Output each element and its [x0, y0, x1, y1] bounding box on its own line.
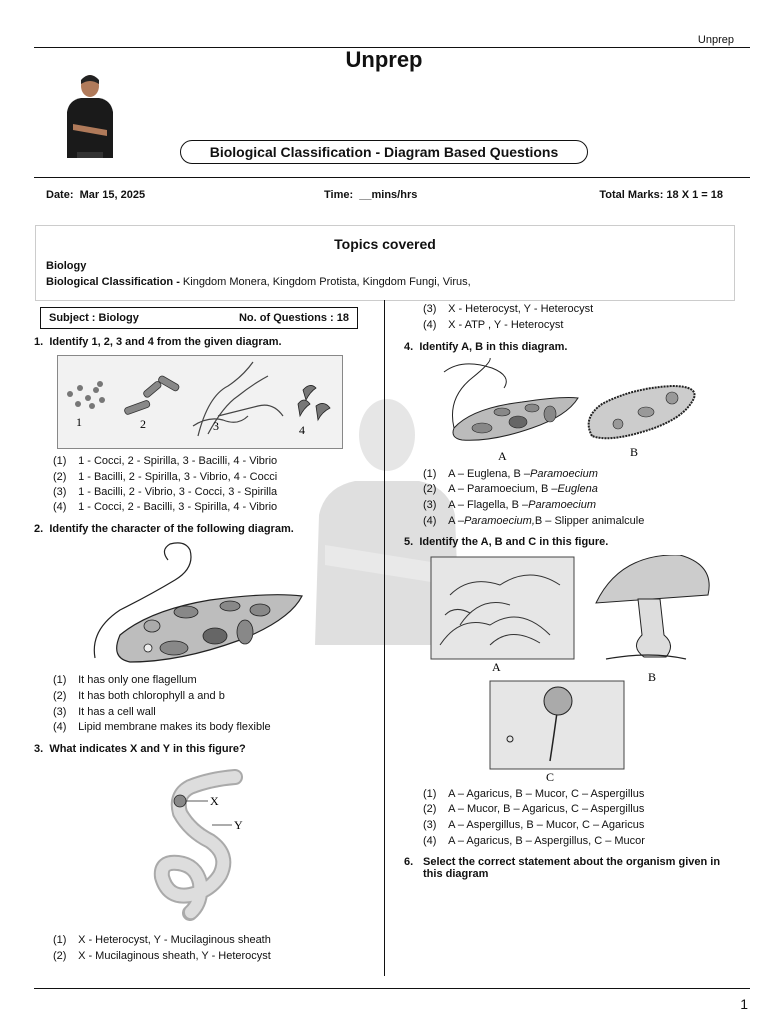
figure-label-x: X [210, 794, 219, 808]
euglena-paramoecium-figure [432, 358, 702, 463]
q2-option-4[interactable]: (4) Lipid membrane makes its body flexible [53, 721, 271, 733]
question-1: 1. Identify 1, 2, 3 and 4 from the given diagram. [34, 336, 282, 348]
figure-label-c: C [546, 770, 555, 784]
question-3: 3. What indicates X and Y in this figure? [34, 743, 246, 755]
q1-option-4[interactable]: (4) 1 - Cocci, 2 - Bacilli, 3 - Spirilla, 4 - Vibrio [53, 501, 278, 513]
q2-option-1[interactable]: (1) It has only one flagellum [53, 674, 197, 686]
footer-rule [34, 988, 750, 989]
q5-option-4[interactable]: (4) A – Agaricus, B – Aspergillus, C – Mucor [423, 835, 645, 847]
figure-label-1: 1 [76, 415, 82, 429]
q3-option-1[interactable]: (1) X - Heterocyst, Y - Mucilaginous sheath [53, 934, 271, 946]
q1-option-1[interactable]: (1) 1 - Cocci, 2 - Spirilla, 3 - Bacilli, 4 - Vibrio [53, 455, 278, 467]
q5-option-3[interactable]: (3) A – Aspergillus, B – Mucor, C – Agaricus [423, 819, 645, 831]
euglena-figure [90, 540, 310, 670]
meta-rule [34, 177, 750, 178]
page-title: Unprep [345, 47, 423, 72]
q5-option-2[interactable]: (2) A – Mucor, B – Agaricus, C – Aspergillus [423, 803, 645, 815]
time-field: Time: __mins/hrs [324, 189, 418, 201]
column-divider [384, 300, 385, 976]
header-brand: Unprep [697, 34, 734, 46]
figure-label-a: A [498, 449, 507, 463]
q4-option-1[interactable]: (1) A – Euglena, B –Paramoecium [423, 468, 598, 480]
topics-title: Topics covered [334, 236, 436, 252]
question-2: 2. Identify the character of the following diagram. [34, 523, 294, 535]
q1-option-3[interactable]: (3) 1 - Bacilli, 2 - Vibrio, 3 - Cocci, 3 - Spirilla [53, 486, 278, 498]
figure-label-3: 3 [213, 419, 219, 433]
q4-option-4[interactable]: (4) A –Paramoecium,B – Slipper animalcule [423, 515, 645, 527]
q5-option-1[interactable]: (1) A – Agaricus, B – Mucor, C – Aspergillus [423, 788, 645, 800]
question-4: 4. Identify A, B in this diagram. [404, 341, 568, 353]
figure-label-4: 4 [299, 423, 305, 437]
section-banner: Biological Classification - Diagram Based Questions [180, 140, 588, 164]
q4-option-3[interactable]: (3) A – Flagella, B –Paramoecium [423, 499, 597, 511]
author-photo [63, 72, 117, 158]
figure-label-2: 2 [140, 417, 146, 431]
q2-option-2[interactable]: (2) It has both chlorophyll a and b [53, 690, 225, 702]
topics-subject: Biology [46, 260, 87, 272]
bacteria-shapes-figure [57, 355, 343, 449]
figure-label-b2: B [648, 670, 657, 684]
q1-option-2[interactable]: (2) 1 - Bacilli, 2 - Spirilla, 3 - Vibrio, 4 - Cocci [53, 471, 278, 483]
subject-box: Subject : Biology No. of Questions : 18 [40, 307, 358, 329]
topics-line: Biological Classification - Kingdom Monera, Kingdom Protista, Kingdom Fungi, Virus, [46, 276, 471, 288]
fungi-figure [430, 555, 715, 785]
q2-option-3[interactable]: (3) It has a cell wall [53, 706, 156, 718]
total-marks: Total Marks: 18 X 1 = 18 [599, 189, 723, 201]
figure-label-b: B [630, 445, 639, 459]
date-field: Date: Mar 15, 2025 [46, 189, 146, 201]
topics-covered-box [35, 225, 735, 301]
question-5: 5. Identify the A, B and C in this figure. [404, 536, 609, 548]
q3-option-3[interactable]: (3) X - Heterocyst, Y - Heterocyst [423, 303, 594, 315]
figure-label-y: Y [234, 818, 243, 832]
question-6: 6. Select the correct statement about the organism given in this diagram [404, 856, 721, 880]
figure-label-a2: A [492, 660, 501, 674]
page-number: 1 [740, 996, 748, 1012]
q3-option-2[interactable]: (2) X - Mucilaginous sheath, Y - Heterocyst [53, 950, 271, 962]
nostoc-figure [150, 765, 260, 925]
q3-option-4[interactable]: (4) X - ATP , Y - Heterocyst [423, 319, 564, 331]
q4-option-2[interactable]: (2) A – Paramoecium, B –Euglena [423, 483, 598, 495]
